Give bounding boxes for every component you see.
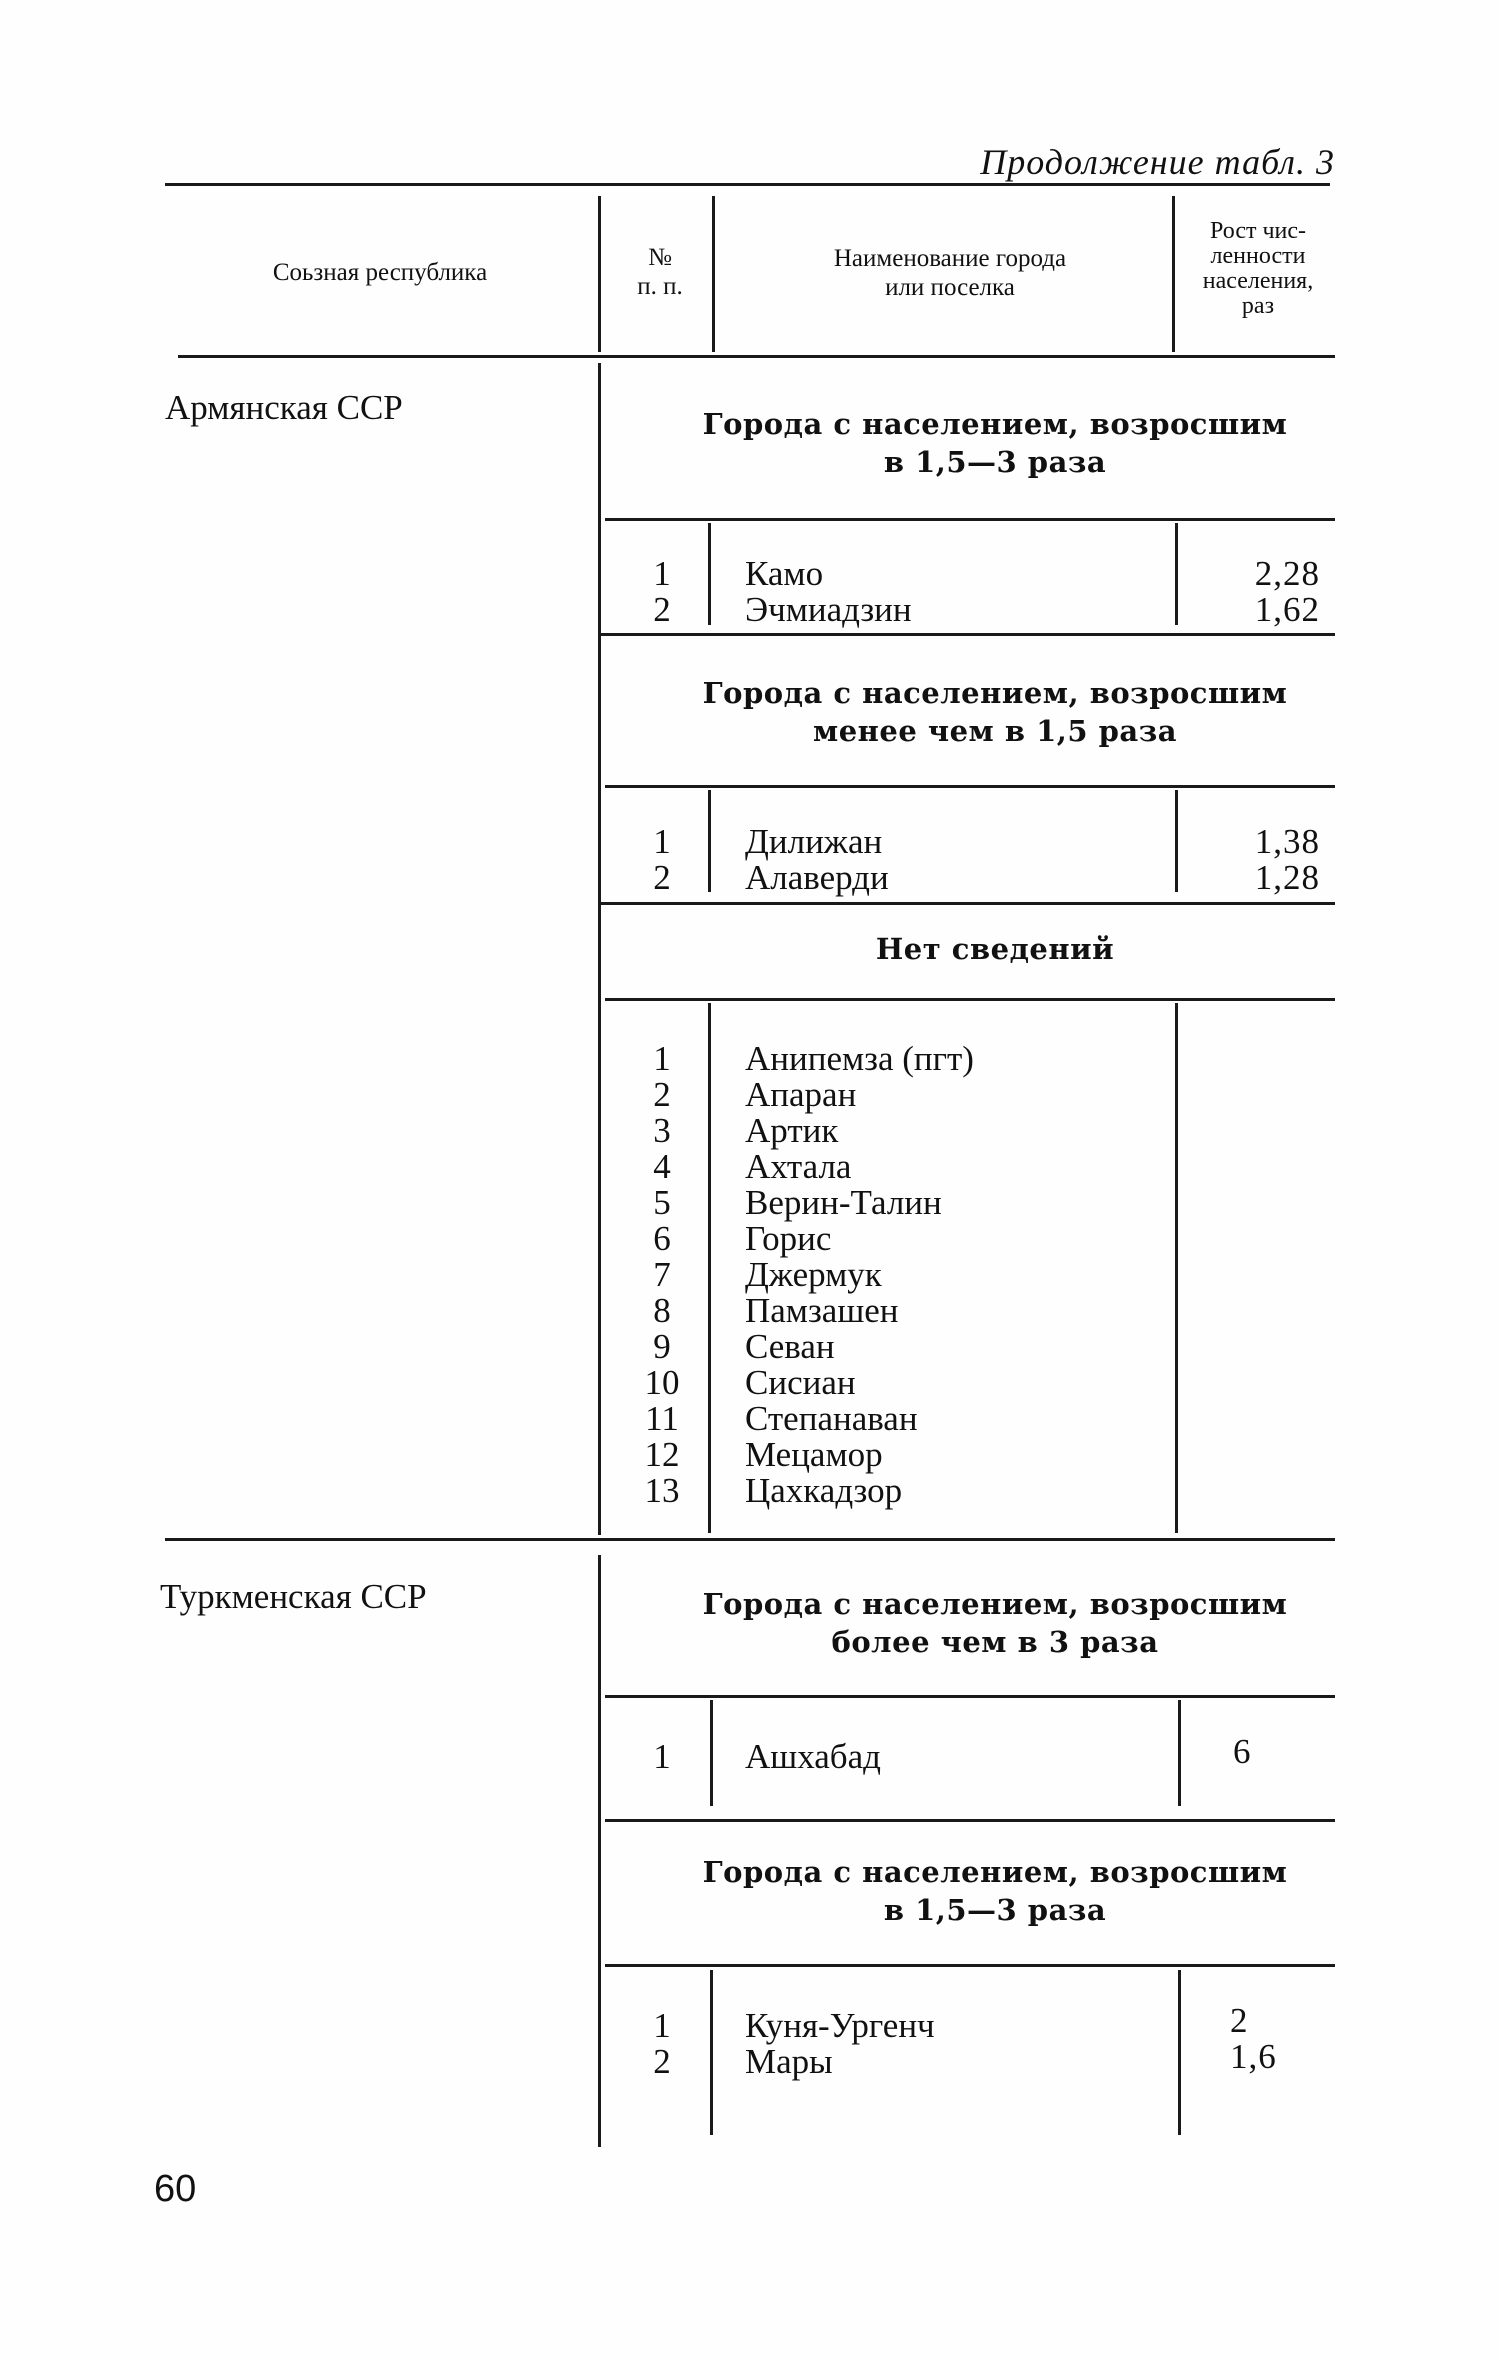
page-number: 60 (154, 2168, 197, 2210)
city-names: Ашхабад (745, 1737, 881, 1776)
group-rule (605, 518, 1335, 521)
header-divider-1 (598, 196, 601, 352)
growth-values: 6 (1233, 1732, 1252, 1771)
section-1-left-rule (598, 363, 601, 1535)
continuation-label: Продолжение табл. 3 (980, 142, 1335, 182)
group-rule (600, 902, 1335, 905)
section-2-left-rule (598, 1555, 601, 2147)
section-divider (165, 1538, 1335, 1541)
row-numbers: 1 2 (653, 554, 671, 629)
republic-armenian: Армянская ССР (165, 388, 403, 427)
city-names: Камо Эчмиадзин (745, 554, 912, 629)
growth-values: 1,38 1,28 (1254, 822, 1320, 897)
row-numbers: 1 2 3 4 5 6 7 8 9 10 11 12 13 (644, 1039, 680, 1510)
column-rule (1178, 1970, 1181, 2135)
header-growth: Рост чис- ленности населения, раз (1202, 218, 1314, 319)
column-rule (1178, 1700, 1181, 1806)
group-rule (605, 785, 1335, 788)
republic-turkmen: Туркменская ССР (160, 1577, 427, 1616)
column-rule (1175, 1003, 1178, 1533)
header-city-name: Наименование города или поселка (833, 245, 1067, 301)
column-rule (1175, 523, 1178, 625)
group-rule (605, 1695, 1335, 1698)
group-title: Города с населением, возросшим более чем в 3 раза (702, 1587, 1288, 1659)
growth-values: 2 1,6 (1230, 2001, 1277, 2076)
group-rule (605, 1819, 1335, 1822)
row-numbers: 1 2 (653, 822, 671, 897)
group-title: Города с населением, возросшим в 1,5—3 раза (702, 1855, 1288, 1927)
city-names: Куня-Ургенч Мары (745, 2006, 935, 2081)
column-rule (1175, 790, 1178, 892)
header-number: № п. п. (637, 244, 683, 300)
growth-values: 2,28 1,62 (1254, 554, 1320, 629)
group-rule (605, 1964, 1335, 1967)
group-title: Города с населением, возросшим менее чем в 1,5 раза (702, 676, 1288, 748)
header-republic: Соьзная республика (272, 259, 488, 286)
table-top-rule (165, 183, 1330, 186)
group-rule (600, 633, 1335, 636)
header-bottom-rule (178, 355, 1335, 358)
city-names: Дилижан Алаверди (745, 822, 889, 897)
row-numbers: 1 2 (653, 2006, 671, 2081)
group-rule (605, 998, 1335, 1001)
row-numbers: 1 (653, 1737, 671, 1776)
group-title-no-data: Нет сведений (875, 932, 1115, 966)
city-names: Анипемза (пгт) Апаран Артик Ахтала Верин-Талин Горис Джермук Памзашен Севан Сисиан Степанаван Мецамор Цахкадзор (745, 1039, 974, 1510)
group-title: Города с населением, возросшим в 1,5—3 раза (702, 407, 1288, 479)
